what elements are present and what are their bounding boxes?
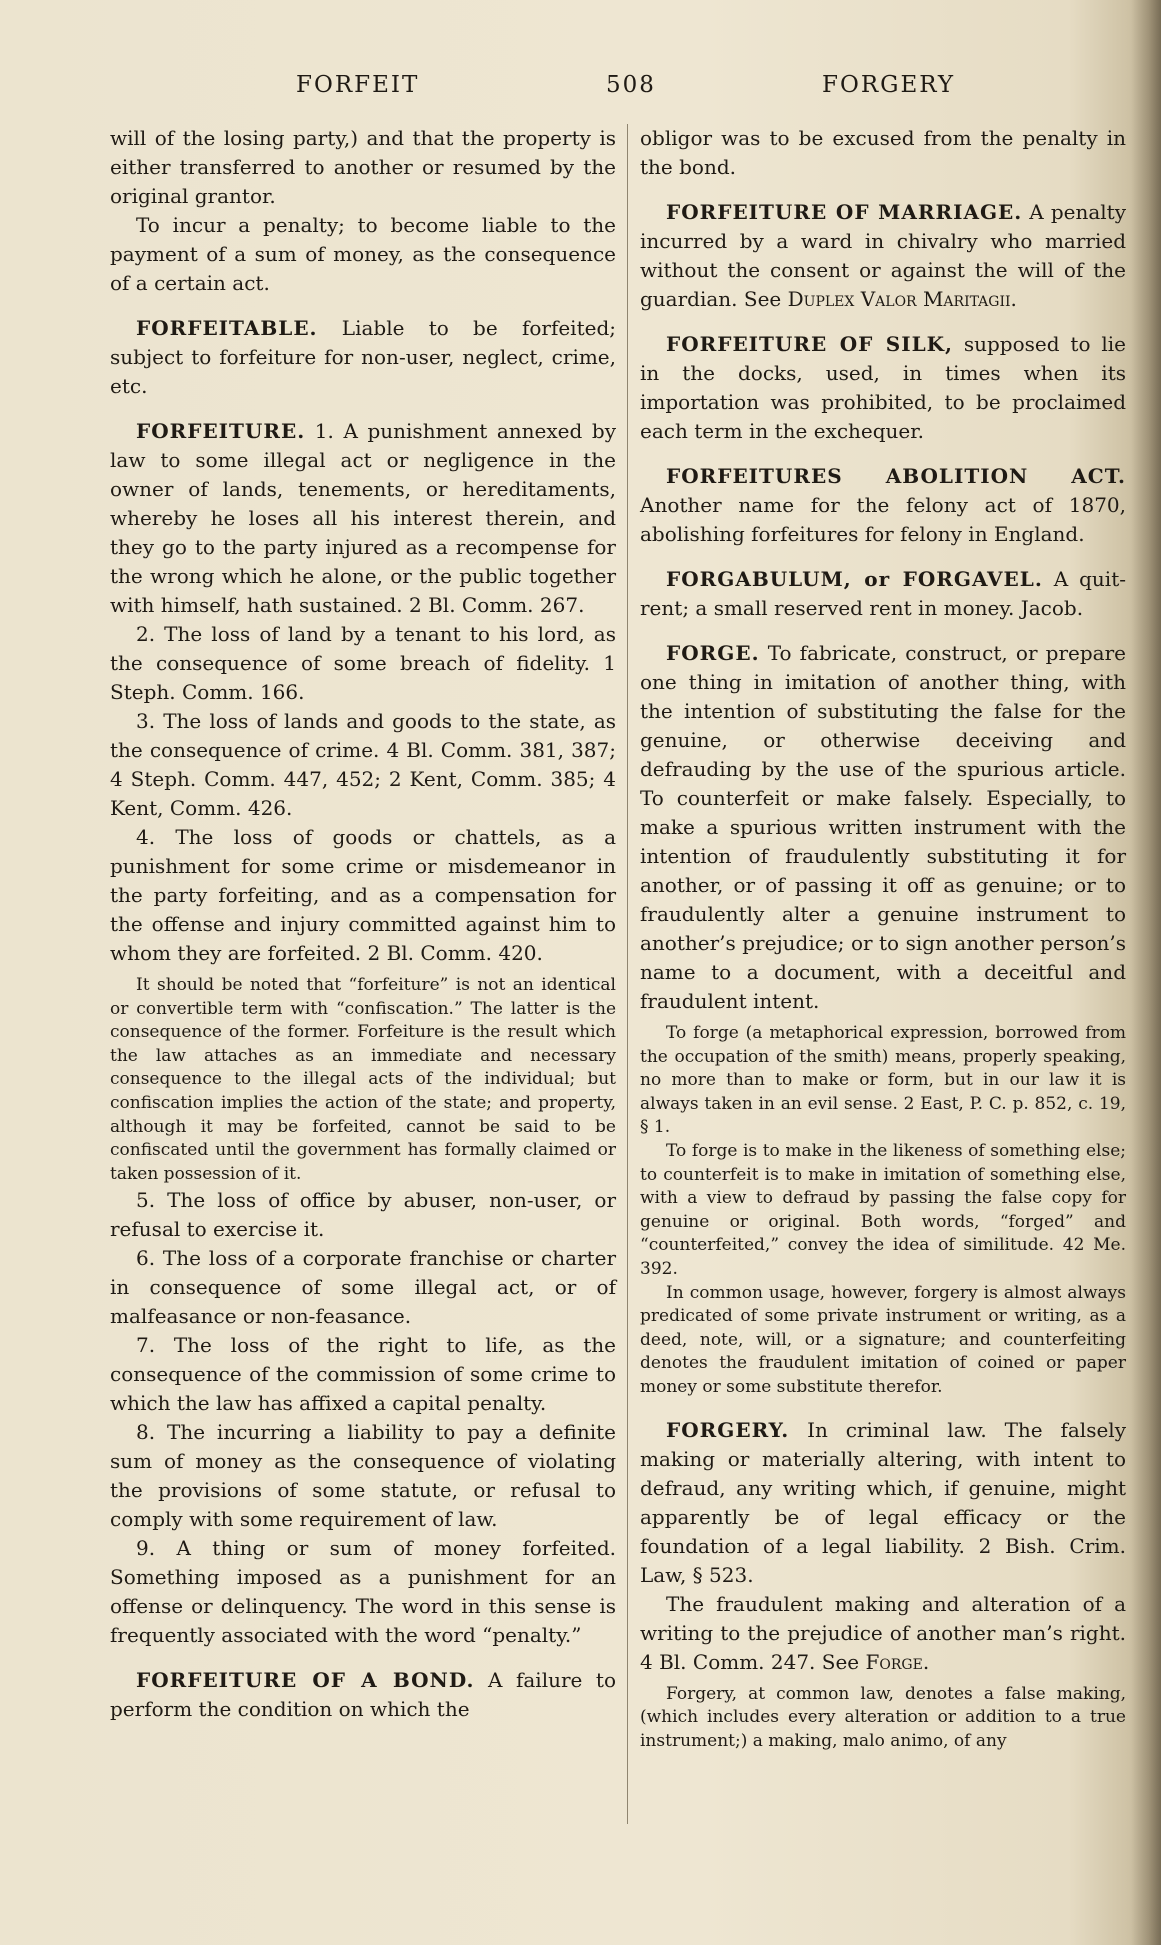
entry-headword: FORGERY. [666, 1417, 790, 1442]
entry-text: 7. The loss of the right to life, as the consequence of the commission of some crime to which the law has affixed a capital penalty. [110, 1333, 616, 1416]
paragraph [110, 211, 616, 298]
entry-text: obligor was to be excused from the penalty in the bond. [640, 126, 1126, 179]
left-column [110, 124, 616, 1724]
page-header [110, 72, 1130, 106]
entry-text: Another name for the felony act of 1870, abolishing forfeitures for felony in England. [640, 493, 1126, 546]
paragraph [110, 1244, 616, 1331]
entry-text-end: . [922, 1649, 930, 1674]
dictionary-entry [110, 1666, 616, 1724]
dictionary-entry [640, 198, 1126, 314]
dictionary-entry [640, 462, 1126, 549]
dictionary-entry [640, 565, 1126, 623]
entry-headword: FORGE. [666, 641, 760, 665]
entry-text: 4. The loss of goods or chattels, as a punishment for some crime or misdemeanor in the party forfeiting, and as a compensation for the offense and injury committed against him to whom they are forfeited. 2 Bl. Comm. 420. [110, 825, 616, 965]
paragraph [110, 620, 616, 707]
paragraph [110, 1418, 616, 1534]
entry-text-end: . [1010, 287, 1017, 311]
entry-text: A failure to perform the condition on which the [110, 1668, 616, 1722]
note-paragraph [640, 1282, 1126, 1400]
entry-text: A quit-rent; a small reserved rent in money. Jacob. [640, 567, 1126, 620]
entry-text: 2. The loss of land by a tenant to his lord, as the consequence of some breach of fidelity. 1 Steph. Comm. 166. [110, 622, 616, 704]
note-paragraph [640, 1022, 1126, 1140]
paragraph [110, 1534, 616, 1650]
cross-reference: Forge [865, 1649, 923, 1674]
entry-headword: FORFEITURE. [136, 419, 306, 443]
entry-text: To incur a penalty; to become liable to the payment of a sum of money, as the consequence of a certain act. [110, 213, 616, 295]
entry-text: 6. The loss of a corporate franchise or charter in consequence of some illegal act, or of malfeasance or non-feasance. [110, 1246, 616, 1329]
entry-text: 8. The incurring a liability to pay a definite sum of money as the consequence of violating the provisions of some statute, or refusal to comply with some requirement of law. [110, 1420, 616, 1532]
entry-text: 5. The loss of office by abuser, non-user, or refusal to exercise it. [110, 1188, 616, 1242]
cross-reference: Duplex Valor Maritagii [787, 287, 1011, 311]
right-column [640, 124, 1126, 1753]
entry-text: To fabricate, construct, or prepare one thing in imitation of another thing, with the intention of substituting the false for the genuine, or otherwise deceiving and defrauding by the use of the spurious article. To counterfeit or make falsely. Especially, to make a spurious written instrument with the intention of fraudulently substituting it for another, or of passing it off as genuine; or to fraudulently alter a genuine instrument to another’s prejudice; or to sign another person’s name to a document, with a deceitful and fraudulent intent. [640, 641, 1126, 1013]
paragraph [110, 1186, 616, 1244]
paragraph [640, 124, 1126, 182]
entry-text: 3. The loss of lands and goods to the state, as the consequence of crime. 4 Bl. Comm. 381, 387; 4 Steph. Comm. 447, 452; 2 Kent, Comm. 385; 4 Kent, Comm. 426. [110, 709, 616, 820]
entry-text: Liable to be forfeited; subject to forfeiture for non-user, neglect, crime, etc. [110, 316, 616, 398]
entry-text: The fraudulent making and alteration of a writing to the prejudice of another man’s right. 4 Bl. Comm. 247. See [640, 1591, 1126, 1674]
entry-headword: FORFEITABLE. [136, 316, 318, 340]
entry-text: 1. A punishment annexed by law to some illegal act or negligence in the owner of lands, tenements, or hereditaments, whereby he loses all his interest therein, and they go to the party injured as a recompense for the wrong which he alone, or the public together with himself, hath sustained. 2 Bl. Comm. 267. [110, 419, 616, 617]
entry-headword: FORFEITURE OF MARRIAGE. [666, 200, 1023, 224]
entry-text: It should be noted that “forfeiture” is not an identical or convertible term with “confiscation.” The latter is the consequence of the former. Forfeiture is the result which the law attaches as an immediate and necessary consequence to the illegal acts of the individual; but confiscation implies the action of the state; and property, although it may be forfeited, cannot be said to be confiscated until the government has formally claimed or taken possession of it. [110, 975, 616, 1184]
entry-text: In criminal law. The falsely making or materially altering, with intent to defraud, any writing which, if genuine, might apparently be of legal efficacy or the foundation of a legal liability. 2 Bish. Crim. Law, § 523. [640, 1417, 1126, 1587]
entry-headword: FORGABULUM, or FORGAVEL. [666, 567, 1043, 591]
header-left-guideword: FORFEIT [296, 72, 420, 98]
note-paragraph [640, 1140, 1126, 1282]
note-paragraph [640, 1683, 1126, 1754]
paragraph [640, 1590, 1126, 1677]
paragraph [110, 823, 616, 968]
dictionary-entry [110, 417, 616, 620]
book-spine-shadow [1131, 0, 1161, 1945]
entry-text: will of the losing party,) and that the property is either transferred to another or resumed by the original grantor. [110, 126, 616, 208]
dictionary-entry [640, 639, 1126, 1016]
entry-text: 9. A thing or sum of money forfeited. Something imposed as a punishment for an offense or delinquency. The word in this sense is frequently associated with the word “penalty.” [110, 1536, 616, 1648]
header-right-guideword: FORGERY [822, 72, 956, 98]
entry-headword: FORFEITURES ABOLITION ACT. [666, 464, 1126, 488]
dictionary-entry [640, 330, 1126, 446]
entry-text: Forgery, at common law, denotes a false making, (which includes every alteration or addition to a true instrument;) a making, malo animo, of any [640, 1683, 1126, 1751]
note-paragraph [110, 974, 616, 1186]
entry-headword: FORFEITURE OF A BOND. [136, 1668, 475, 1693]
dictionary-entry [640, 1416, 1126, 1590]
paragraph [110, 124, 616, 211]
dictionary-entry [110, 314, 616, 401]
column-divider [627, 124, 628, 1824]
entry-text: A penalty incurred by a ward in chivalry who married without the consent or against the will of the guardian. See [640, 200, 1126, 311]
entry-text: To forge is to make in the likeness of something else; to counterfeit is to make in imitation of something else, with a view to defraud by passing the false copy for genuine or original. Both words, “forged” and “counterfeited,” convey the idea of similitude. 42 Me. 392. [640, 1140, 1126, 1279]
paragraph [110, 707, 616, 823]
entry-text: In common usage, however, forgery is almost always predicated of some private instrument or writing, as a deed, note, will, or a signature; and counterfeiting denotes the fraudulent imitation of coined or paper money or some substitute therefor. [640, 1282, 1126, 1397]
page-number: 508 [606, 72, 656, 98]
entry-text: supposed to lie in the docks, used, in times when its importation was prohibited, to be proclaimed each term in the exchequer. [640, 332, 1126, 443]
paragraph [110, 1331, 616, 1418]
entry-text: To forge (a metaphorical expression, borrowed from the occupation of the smith) means, properly speaking, no more than to make or form, but in our law it is always taken in an evil sense. 2 East, P. C. p. 852, c. 19, § 1. [640, 1023, 1126, 1138]
entry-headword: FORFEITURE OF SILK, [666, 332, 953, 356]
